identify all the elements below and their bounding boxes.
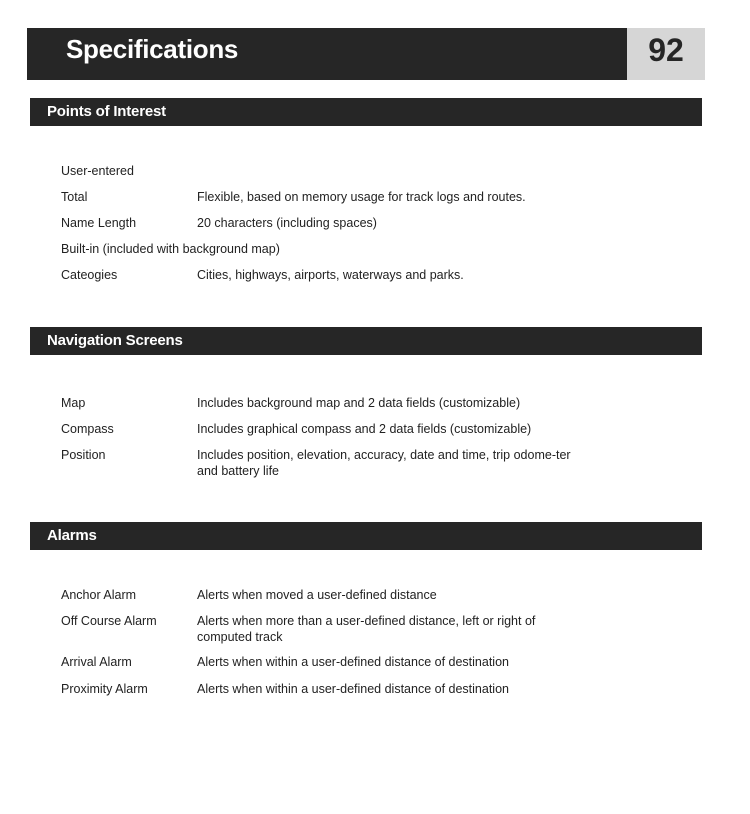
spec-value: Flexible, based on memory usage for track logs and routes. [197, 190, 526, 204]
section-title: Navigation Screens [47, 332, 183, 349]
page-number: 92 [648, 32, 684, 68]
spec-label: Map [61, 396, 86, 410]
spec-label: Off Course Alarm [61, 614, 157, 628]
spec-value: Includes position, elevation, accuracy, date and time, trip odome-ter and battery life [197, 448, 571, 478]
page-title: Specifications [66, 34, 239, 64]
spec-value: 20 characters (including spaces) [197, 216, 377, 230]
spec-label: Position [61, 448, 106, 462]
spec-value: Alerts when within a user-defined distance of destination [197, 655, 509, 669]
spec-value: Alerts when within a user-defined distance of destination [197, 682, 509, 696]
spec-value: Alerts when more than a user-defined distance, left or right of computed track [197, 614, 536, 644]
spec-label: Proximity Alarm [61, 682, 148, 696]
spec-value: Includes graphical compass and 2 data fields (customizable) [197, 422, 532, 436]
spec-label: Anchor Alarm [61, 588, 137, 602]
spec-value: Alerts when moved a user-defined distance [197, 588, 437, 602]
spec-subheading: User-entered [61, 164, 134, 178]
spec-label: Name Length [61, 216, 137, 230]
spec-label: Total [61, 190, 88, 204]
spec-subheading: Built-in (included with background map) [61, 242, 280, 256]
spec-label: Arrival Alarm [61, 655, 132, 669]
section-header-alarms [30, 522, 702, 550]
spec-label: Compass [61, 422, 114, 436]
spec-value: Cities, highways, airports, waterways and parks. [197, 268, 464, 282]
section-title: Points of Interest [47, 103, 166, 120]
section-title: Alarms [47, 527, 97, 544]
spec-label: Cateogies [61, 268, 118, 282]
spec-value: Includes background map and 2 data fields (customizable) [197, 396, 521, 410]
